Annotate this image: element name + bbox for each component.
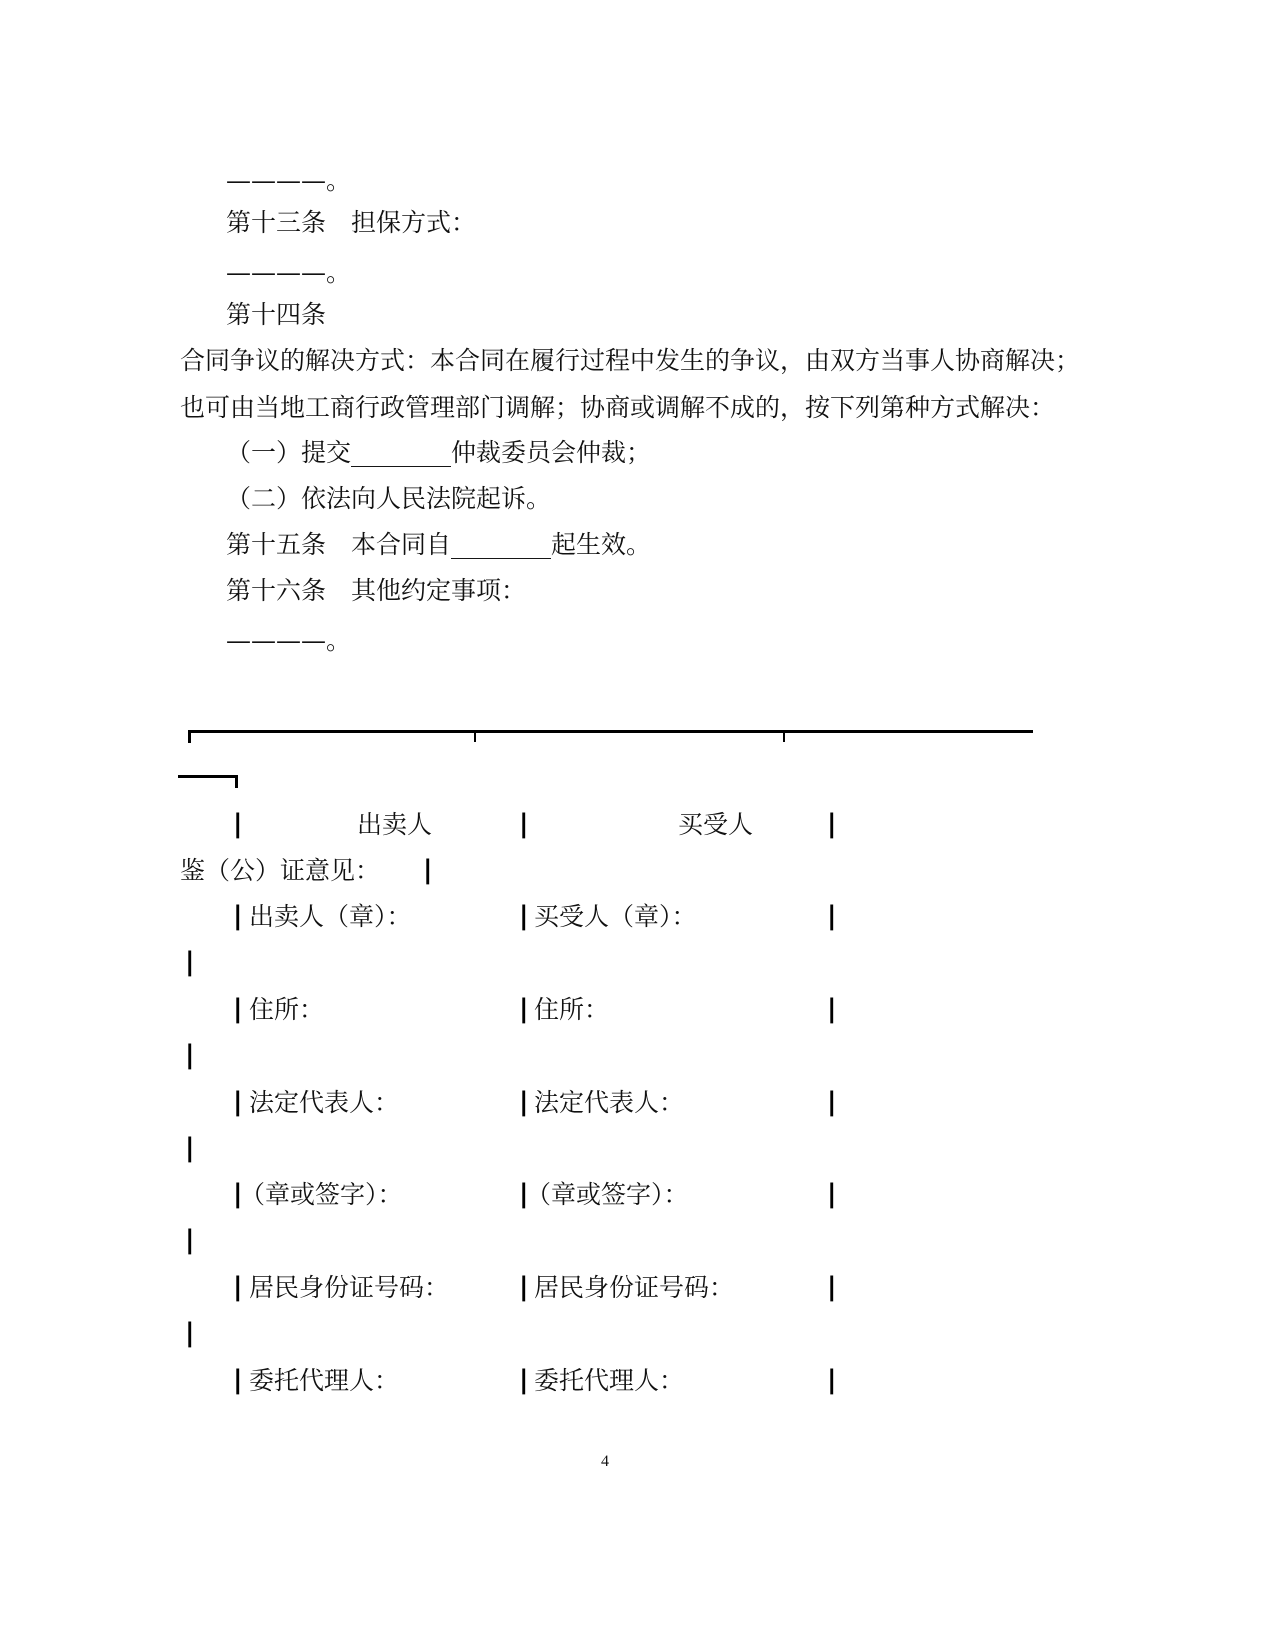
article-13: 第十三条 担保方式：	[226, 208, 477, 237]
table-bar: |	[519, 994, 529, 1024]
seller-id-number-field: 居民身份证号码：	[249, 1273, 450, 1302]
option-2: （二）依法向人民法院起诉。	[226, 484, 552, 513]
buyer-signature-field: （章或签字）：	[526, 1180, 689, 1209]
table-bar: |	[233, 994, 243, 1024]
buyer-legal-rep-field: 法定代表人：	[534, 1088, 685, 1117]
buyer-seal-field: 买受人（章）：	[534, 902, 697, 931]
table-border-fragment	[178, 775, 238, 778]
table-bar: |	[233, 1272, 243, 1302]
table-bar: |	[519, 1179, 529, 1209]
table-bar: |	[519, 1272, 529, 1302]
buyer-header: 买受人	[678, 810, 754, 839]
article-15: 第十五条 本合同自________起生效。	[226, 530, 652, 559]
table-bar: |	[827, 994, 837, 1024]
table-bar: |	[827, 1365, 837, 1395]
table-bar: |	[185, 1040, 195, 1070]
table-bar: |	[233, 1365, 243, 1395]
seller-signature-field: （章或签字）：	[240, 1180, 403, 1209]
table-top-tick-2	[783, 733, 785, 742]
seller-agent-field: 委托代理人：	[249, 1366, 400, 1395]
article-14-text-line-1: 合同争议的解决方式：本合同在履行过程中发生的争议，由双方当事人协商解决；	[180, 346, 1081, 375]
table-bar: |	[233, 1087, 243, 1117]
blank-line-1: ————。	[226, 166, 352, 195]
blank-line-2: ————。	[226, 258, 352, 287]
page-number: 4	[601, 1453, 609, 1470]
table-bar: |	[185, 1225, 195, 1255]
table-bar: |	[519, 1087, 529, 1117]
table-top-border	[188, 730, 1033, 733]
seller-legal-rep-field: 法定代表人：	[249, 1088, 400, 1117]
table-bar: |	[185, 1133, 195, 1163]
buyer-agent-field: 委托代理人：	[534, 1366, 685, 1395]
notary-label: 鉴（公）证意见：	[180, 856, 381, 885]
seller-header: 出卖人	[357, 810, 433, 839]
seller-seal-field: 出卖人（章）：	[249, 902, 412, 931]
seller-address-field: 住所：	[249, 995, 325, 1024]
article-14-text-line-2: 也可由当地工商行政管理部门调解；协商或调解不成的，按下列第种方式解决：	[180, 393, 1056, 422]
table-bar: |	[233, 901, 243, 931]
table-bar: |	[233, 1179, 243, 1209]
article-14: 第十四条	[226, 300, 327, 329]
table-bar: |	[827, 1179, 837, 1209]
table-bar: |	[827, 1087, 837, 1117]
table-top-left-corner	[188, 730, 191, 743]
table-bar: |	[827, 901, 837, 931]
table-bar: |	[423, 855, 433, 885]
option-1: （一）提交________仲裁委员会仲裁；	[226, 438, 652, 467]
table-bar: |	[185, 947, 195, 977]
table-bar: |	[185, 1318, 195, 1348]
article-16: 第十六条 其他约定事项：	[226, 576, 527, 605]
buyer-id-number-field: 居民身份证号码：	[534, 1273, 735, 1302]
table-bar: |	[519, 901, 529, 931]
table-bar: |	[519, 1365, 529, 1395]
table-top-tick-1	[474, 733, 476, 742]
table-border-fragment-corner	[235, 775, 238, 788]
table-bar: |	[827, 809, 837, 839]
table-bar: |	[233, 809, 243, 839]
table-bar: |	[519, 809, 529, 839]
blank-line-3: ————。	[226, 626, 352, 655]
table-bar: |	[827, 1272, 837, 1302]
buyer-address-field: 住所：	[534, 995, 610, 1024]
